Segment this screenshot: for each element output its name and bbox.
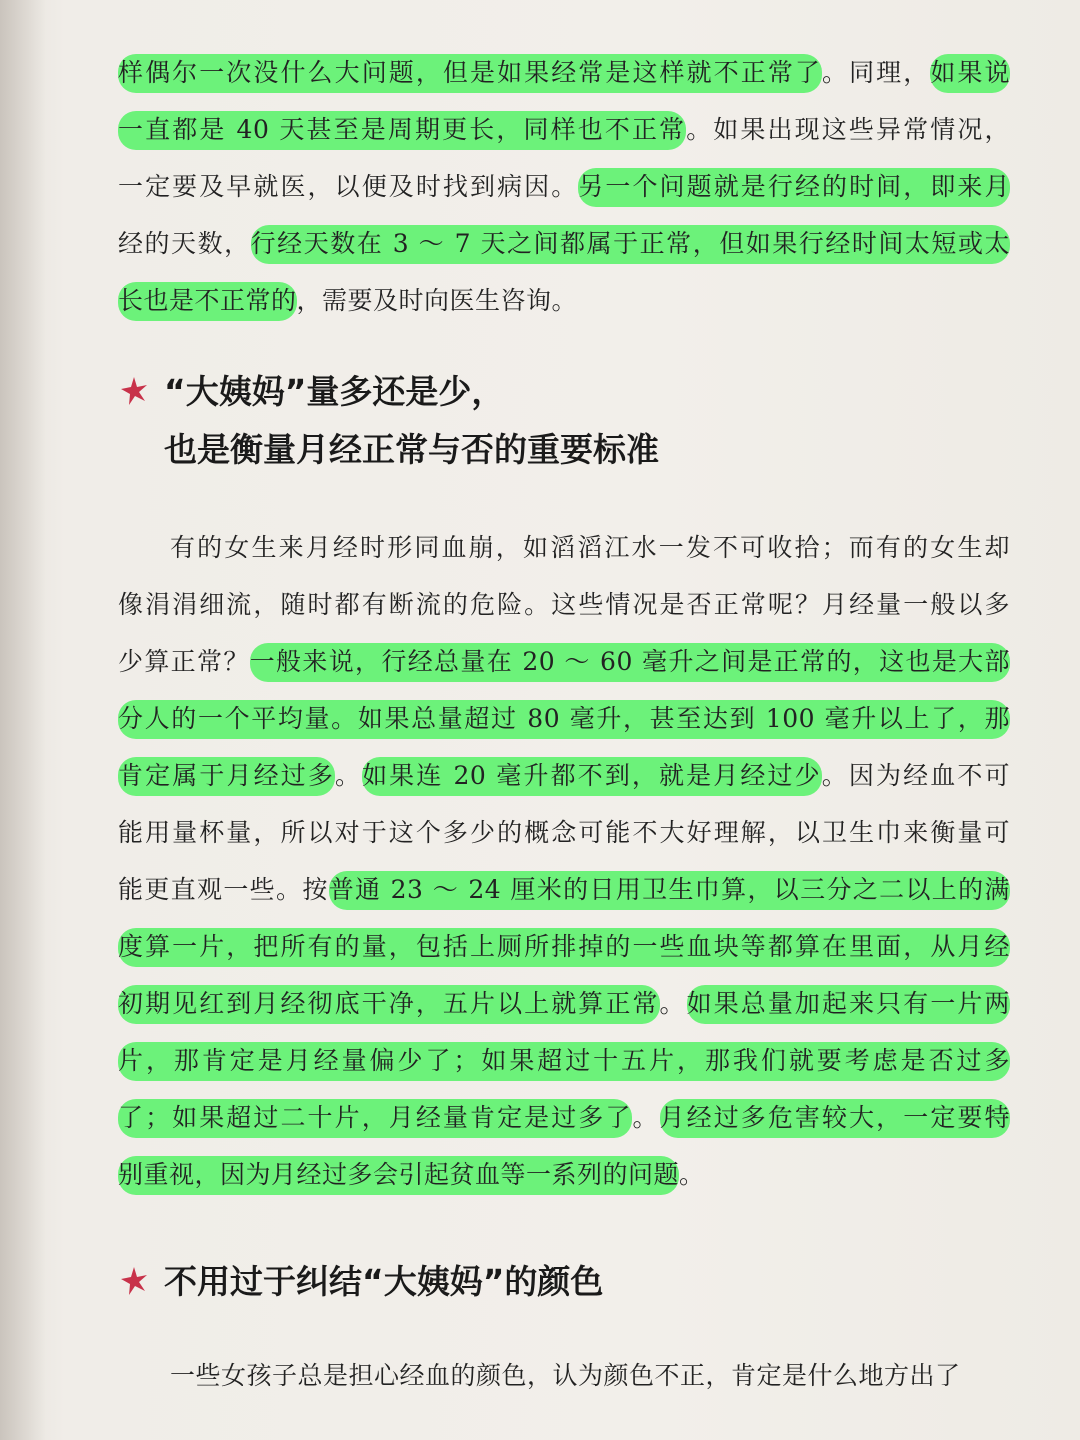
heading-line: 不用过于纠结“大姨妈”的颜色 <box>164 1262 604 1301</box>
highlight: 一般来说，行经总量在 20 ～ 60 毫升之间是正常的，这也是大部 <box>250 643 1010 682</box>
text-line: 能更直观一些。按普通 23 ～ 24 厘米的日用卫生巾算，以三分之二以上的满 <box>118 861 1010 918</box>
highlight: 一直都是 40 天甚至是周期更长，同样也不正常 <box>118 111 686 150</box>
highlight: 如果连 20 毫升都不到，就是月经过少 <box>362 757 822 796</box>
text-line: 一定要及早就医，以便及时找到病因。另一个问题就是行经的时间，即来月 <box>118 158 1010 215</box>
text-line: 能用量杯量，所以对于这个多少的概念可能不大好理解，以卫生巾来衡量可 <box>118 818 1010 847</box>
section-heading-color <box>118 1253 1010 1311</box>
heading-line: “大姨妈”量多还是少， <box>164 372 505 411</box>
highlight: 肯定属于月经过多 <box>118 757 335 796</box>
highlight: 另一个问题就是行经的时间，即来月 <box>578 168 1010 207</box>
text-line <box>118 690 1010 747</box>
text-line: 初期见红到月经彻底干净，五片以上就算正常。如果总量加起来只有一片两 <box>118 975 1010 1032</box>
text-line: 一些女孩子总是担心经血的颜色，认为颜色不正，肯定是什么地方出了 <box>170 1361 961 1390</box>
text-line: 样偶尔一次没什么大问题，但是如果经常是这样就不正常了。同理，如果说 <box>118 44 1010 101</box>
highlight: 度算一片，把所有的量，包括上厕所排掉的一些血块等都算在里面，从月经 <box>118 928 1010 967</box>
highlight: 片，那肯定是月经量偏少了；如果超过十五片，那我们就要考虑是否过多 <box>118 1042 1010 1081</box>
highlight: 月经过多危害较大，一定要特 <box>660 1099 1010 1138</box>
highlight: 如果总量加起来只有一片两 <box>687 985 1010 1024</box>
highlight: 行经天数在 3 ～ 7 天之间都属于正常，但如果行经时间太短或太 <box>251 225 1010 264</box>
text-line: 像涓涓细流，随时都有断流的危险。这些情况是否正常呢？月经量一般以多 <box>118 590 1010 619</box>
heading-line: 也是衡量月经正常与否的重要标准 <box>164 430 659 469</box>
highlight: 别重视，因为月经过多会引起贫血等一系列的问题 <box>118 1156 679 1195</box>
highlight: 如果说 <box>930 54 1010 93</box>
text-line: 长也是不正常的，需要及时向医生咨询。 <box>118 272 1010 329</box>
highlight: 初期见红到月经彻底干净，五片以上就算正常 <box>118 985 660 1024</box>
text-line: 有的女生来月经时形同血崩，如滔滔江水一发不可收拾；而有的女生却 <box>170 533 1010 562</box>
book-spine-shadow <box>0 0 46 1440</box>
paragraph-cycle-duration <box>118 44 1010 329</box>
paragraph-volume <box>118 519 1010 1203</box>
highlight: 长也是不正常的 <box>118 282 297 321</box>
text-line: 别重视，因为月经过多会引起贫血等一系列的问题。 <box>118 1146 1010 1203</box>
text-line: 肯定属于月经过多。如果连 20 毫升都不到，就是月经过少。因为经血不可 <box>118 747 1010 804</box>
text-line: 了；如果超过二十片，月经量肯定是过多了。月经过多危害较大，一定要特 <box>118 1089 1010 1146</box>
book-page <box>118 44 1010 1404</box>
highlight: 普通 23 ～ 24 厘米的日用卫生巾算，以三分之二以上的满 <box>329 871 1010 910</box>
highlight: 样偶尔一次没什么大问题，但是如果经常是这样就不正常了 <box>118 54 822 93</box>
paragraph-color <box>118 1347 1010 1404</box>
section-heading-volume <box>118 363 1010 479</box>
text-line: 少算正常？一般来说，行经总量在 20 ～ 60 毫升之间是正常的，这也是大部 <box>118 633 1010 690</box>
highlight: 了；如果超过二十片，月经量肯定是过多了 <box>118 1099 632 1138</box>
star-bullet-icon <box>118 375 150 407</box>
highlight: 分人的一个平均量。如果总量超过 80 毫升，甚至达到 100 毫升以上了，那 <box>118 700 1010 739</box>
text-line: 经的天数，行经天数在 3 ～ 7 天之间都属于正常，但如果行经时间太短或太 <box>118 215 1010 272</box>
text-line <box>118 1032 1010 1089</box>
text-line: 一直都是 40 天甚至是周期更长，同样也不正常。如果出现这些异常情况， <box>118 101 1010 158</box>
star-bullet-icon <box>118 1265 150 1297</box>
text-line <box>118 918 1010 975</box>
